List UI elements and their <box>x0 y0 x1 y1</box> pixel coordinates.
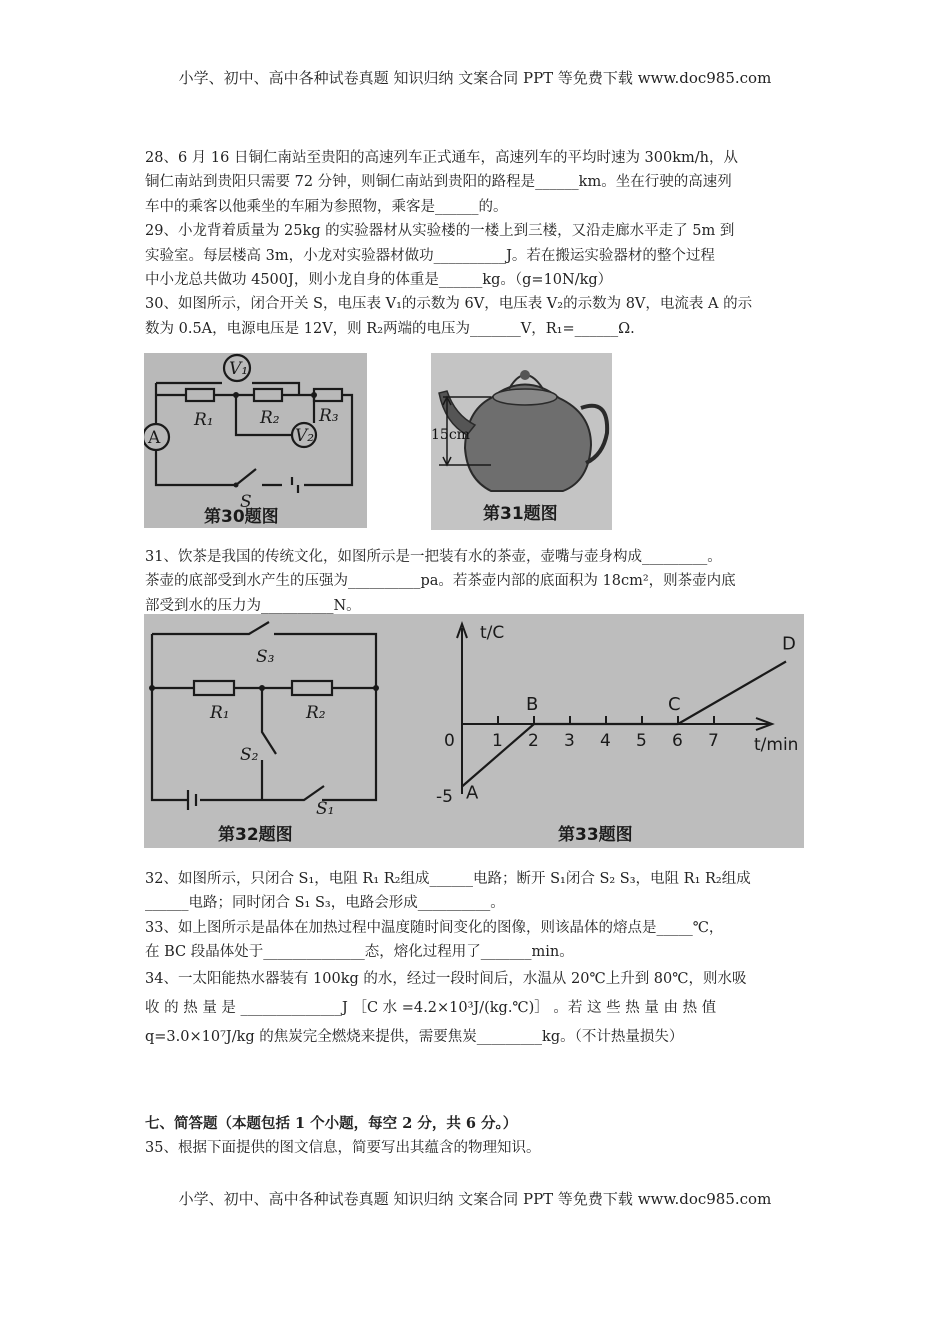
questions-28-30 <box>145 146 807 341</box>
x-tick-label: 5 <box>636 731 647 751</box>
fig32-r1-label: R₁ <box>210 703 230 723</box>
section-7 <box>145 1112 807 1161</box>
q33-line2: 在 BC 段晶体处于______________态，熔化过程用了_______min。 <box>145 944 574 961</box>
figure-30-circuit <box>144 353 367 528</box>
height-label: 15cm <box>431 427 470 443</box>
q34-line1: 34、一太阳能热水器装有 100kg 的水，经过一段时间后，水温从 20℃上升到 80℃，则水吸 <box>145 971 747 987</box>
q31-line3: 部受到水的压力为__________N。 <box>145 597 361 614</box>
origin-label: 0 <box>444 731 455 751</box>
x-tick-label: 4 <box>600 731 611 751</box>
q28-line3: 车中的乘客以他乘坐的车厢为参照物，乘客是______的。 <box>145 198 508 215</box>
question-31 <box>145 545 807 618</box>
x-tick-label: 6 <box>672 731 683 751</box>
q28-line2: 铜仁南站到贵阳只需要 72 分钟，则铜仁南站到贵阳的路程是______km。坐在行驶的高速列 <box>145 174 732 191</box>
x-tick-label: 7 <box>708 731 719 751</box>
question-34 <box>145 965 807 1052</box>
figure-33-graph <box>457 624 799 804</box>
figure-32-caption: 第32题图 <box>218 825 293 845</box>
q29-line3: 中小龙总共做功 4500J，则小龙自身的体重是______kg。（g=10N/kg） <box>145 272 613 289</box>
y-axis <box>457 624 467 794</box>
q33-line1: 33、如上图所示是晶体在加热过程中温度随时间变化的图像，则该晶体的熔点是_____℃， <box>145 919 724 936</box>
figure-31-teapot <box>431 353 612 530</box>
x-tick-label: 1 <box>492 731 503 751</box>
q32-line2: ______电路；同时闭合 S₁ S₃，电路会形成__________。 <box>145 895 505 912</box>
page-footer: 小学、初中、高中各种试卷真题 知识归纳 文案合同 PPT 等免费下载 www.doc985.com <box>178 1190 772 1208</box>
v2-label: V₂ <box>295 426 315 446</box>
point-label-a: A <box>466 782 479 804</box>
x-axis-label: t/min <box>754 735 799 755</box>
q31-line2: 茶壶的底部受到水产生的压强为__________pa。若茶壶内部的底面积为 18cm²，则茶壶内底 <box>145 573 736 590</box>
point-label-c: C <box>668 694 681 715</box>
page-header: 小学、初中、高中各种试卷真题 知识归纳 文案合同 PPT 等免费下载 www.doc985.com <box>178 69 772 87</box>
q35-line1: 35、根据下面提供的图文信息，简要写出其蕴含的物理知识。 <box>145 1140 541 1157</box>
q30-line2: 数为 0.5A，电源电压是 12V，则 R₂两端的电压为_______V，R₁=______Ω. <box>145 320 635 337</box>
s2-label: S₂ <box>240 745 259 765</box>
r2-label: R₂ <box>260 408 280 428</box>
v1-label: V₁ <box>229 359 249 379</box>
s1-label: S₁ <box>316 799 335 819</box>
ammeter-label: A <box>148 428 161 448</box>
q29-line2: 实验室。每层楼高 3m，小龙对实验器材做功__________J。若在搬运实验器材的整个过程 <box>145 247 715 264</box>
section-7-title: 七、简答题（本题包括 1 个小题，每空 2 分，共 6 分。） <box>145 1115 518 1132</box>
q31-line1: 31、饮茶是我国的传统文化，如图所示是一把装有水的茶壶，壶嘴与壶身构成_________。 <box>145 549 722 565</box>
figure-33-caption: 第33题图 <box>558 825 633 845</box>
q29-line1: 29、小龙背着质量为 25kg 的实验器材从实验楼的一楼上到三楼，又沿走廊水平走了 5m 到 <box>145 223 735 240</box>
s3-label: S₃ <box>256 647 275 667</box>
figure-30-caption: 第30题图 <box>204 507 279 527</box>
q32-line1: 32、如图所示，只闭合 S₁，电阻 R₁ R₂组成______电路；断开 S₁闭合 S₂ S₃，电阻 R₁ R₂组成 <box>145 871 751 887</box>
r3-label: R₃ <box>319 406 339 426</box>
q34-line2: 收 的 热 量 是 ______________J ［C 水 =4.2×10³J/(kg.℃)］ 。若 这 些 热 量 由 热 值 <box>145 1000 717 1016</box>
x-tick-label: 2 <box>528 731 539 751</box>
fig32-r2-label: R₂ <box>306 703 326 723</box>
q30-line1: 30、如图所示，闭合开关 S，电压表 V₁的示数为 6V，电压表 V₂的示数为 8V，电流表 A 的示 <box>145 296 753 313</box>
ymin-label: -5 <box>436 787 453 807</box>
y-axis-label: t/C <box>480 623 505 643</box>
x-tick-label: 3 <box>564 731 575 751</box>
r1-label: R₁ <box>194 410 214 430</box>
q34-line3: q=3.0×10⁷J/kg 的焦炭完全燃烧来提供，需要焦炭_________kg。（不计热量损失） <box>145 1029 684 1045</box>
point-label-b: B <box>526 694 539 715</box>
questions-32-33 <box>145 867 807 965</box>
switch-s-label: S <box>240 492 252 512</box>
q28-line1: 28、6 月 16 日铜仁南站至贵阳的高速列车正式通车，高速列车的平均时速为 300km/h，从 <box>145 150 738 166</box>
figures-32-33 <box>144 614 804 848</box>
point-label-d: D <box>782 633 796 655</box>
figure-31-caption: 第31题图 <box>483 504 558 524</box>
